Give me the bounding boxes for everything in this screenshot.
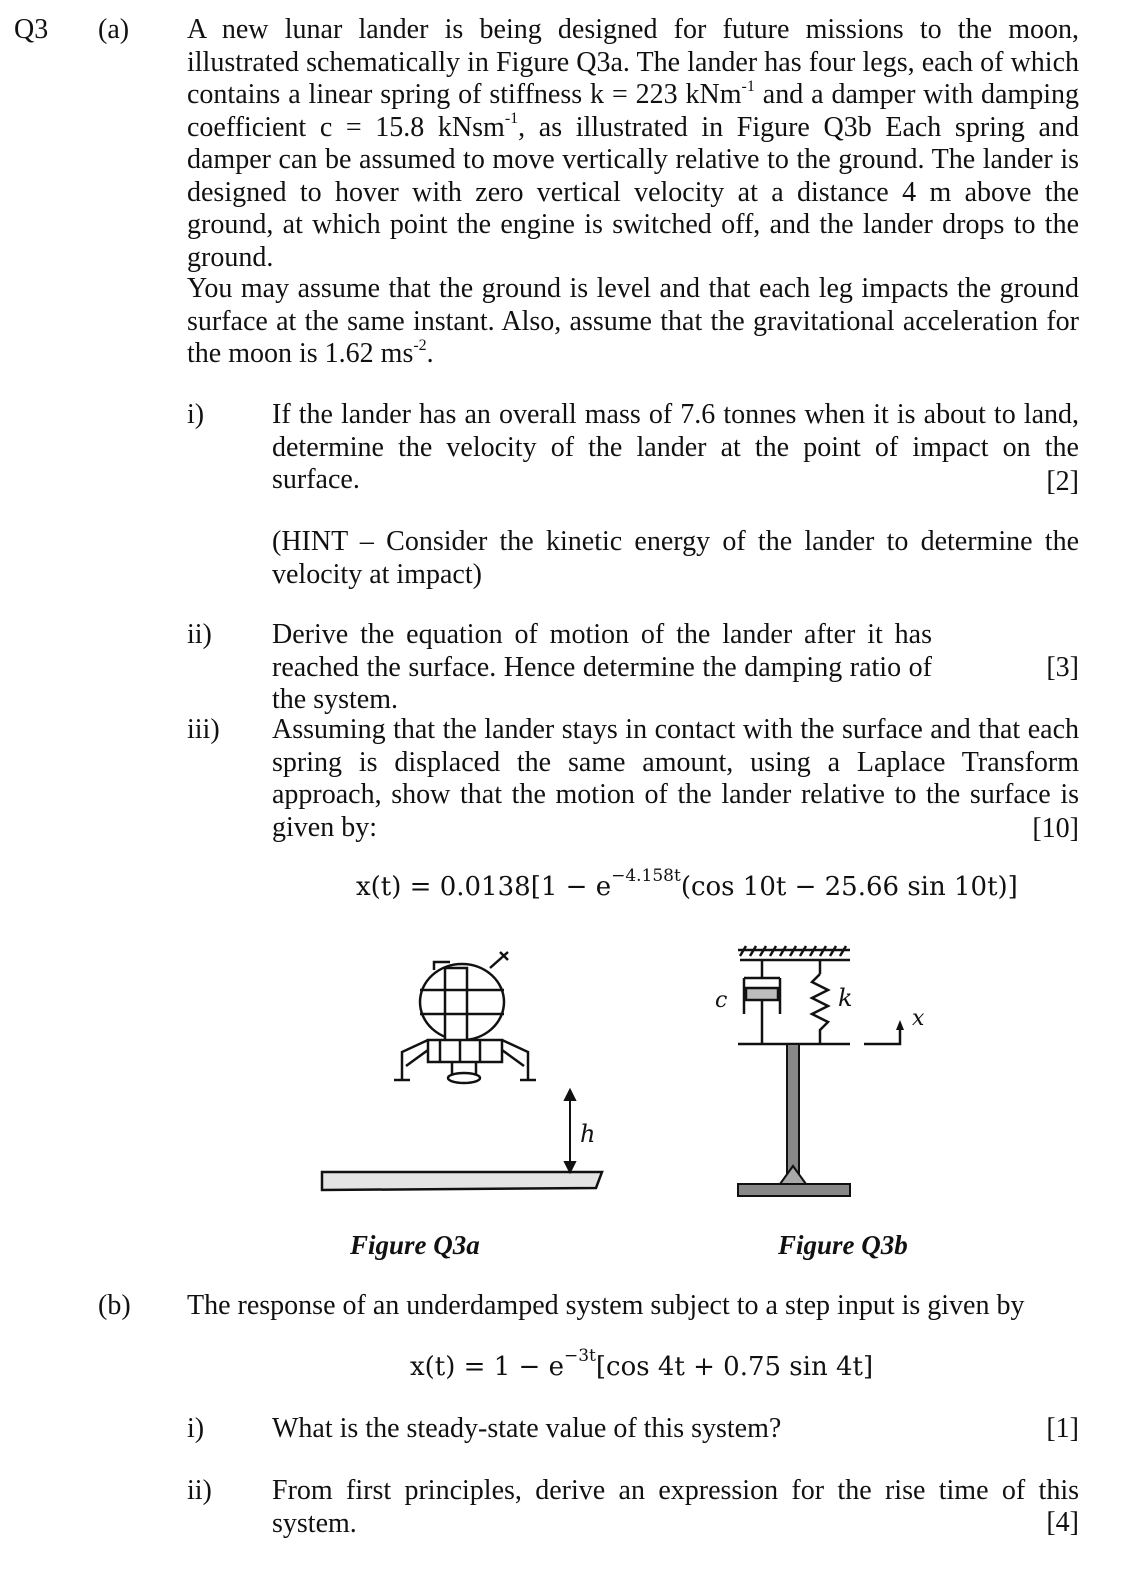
item-a-ii-marks: [3] — [1046, 652, 1079, 683]
item-a-iii-label: iii) — [187, 714, 220, 745]
question-number: Q3 — [14, 14, 49, 45]
assumption-text: You may assume that the ground is level and that each leg impacts the ground surface at the same instant. Also, assume that the gravitational acceleration for the moon is 1.62 ms — [187, 273, 1079, 369]
item-a-ii-label: ii) — [187, 619, 212, 650]
foot-pad — [738, 1184, 850, 1196]
intro-text-3: , as illustrated in Figure Q3b Each spring and damper can be assumed to move vertically relative to the ground. The lander is designed to hover with zero vertical velocity at a distance 4 m above the ground, at which point the engine is switched off, and the lander drops to the ground. — [187, 111, 1079, 273]
equation-b-exponent: −3t — [563, 1346, 596, 1367]
height-arrow — [565, 1090, 575, 1172]
superscript: -1 — [741, 77, 755, 95]
intro-text-1: A new lunar lander is being designed for future missions to the moon, illustrated schematically in Figure Q3a. The lander has four legs, each of which contains a linear spring of stiffness k = 223 kNm — [187, 14, 1079, 110]
lander-leg — [787, 1044, 799, 1184]
equation-b-rhs: [cos 4t + 0.75 sin 4t] — [595, 1352, 874, 1382]
equation-b-lhs: x(t) = 1 − e — [410, 1352, 564, 1382]
h-label: h — [580, 1120, 596, 1148]
spring-damper-drawing — [738, 946, 900, 1044]
item-b-ii-marks: [4] — [1046, 1507, 1079, 1538]
item-a-i-text: If the lander has an overall mass of 7.6 tonnes when it is about to land, determine the velocity of the lander at the point of impact on the surface. — [272, 399, 1079, 495]
x-label: x — [912, 1006, 925, 1031]
item-a-i-label: i) — [187, 399, 205, 430]
superscript: -2 — [413, 336, 427, 354]
item-b-i-label: i) — [187, 1413, 205, 1444]
lander-drawing — [394, 952, 536, 1083]
k-label: k — [838, 984, 853, 1012]
item-a-iii-text: Assuming that the lander stays in contact with the surface and that each spring is displaced the same amount, using a Laplace Transform approach, show that the motion of the lander relative to the surface is given by: — [272, 714, 1079, 843]
part-a-intro — [187, 14, 1079, 274]
ground-surface — [322, 1172, 602, 1190]
item-b-ii-text: From first principles, derive an expression for the rise time of this system. — [272, 1475, 1079, 1539]
item-a-i-marks: [2] — [1046, 466, 1079, 497]
figure-q3b — [720, 940, 940, 1200]
assumption-end: . — [426, 338, 434, 369]
part-b-label: (b) — [98, 1290, 131, 1321]
item-a-ii-text: Derive the equation of motion of the lander after it has reached the surface. Hence determine the damping ratio of the system. — [272, 619, 932, 715]
figure-q3a-caption: Figure Q3a — [350, 1230, 480, 1260]
hint-text: (HINT – Consider the kinetic energy of the lander to determine the velocity at impact) — [272, 526, 1079, 590]
intro-text-2: and a damper with damping coefficient c = 15.8 kNsm — [187, 79, 1079, 143]
part-a-assumptions — [187, 273, 1079, 371]
item-b-ii-label: ii) — [187, 1475, 212, 1506]
item-b-i-marks: [1] — [1046, 1413, 1079, 1444]
superscript: -1 — [504, 110, 519, 128]
figure-q3a — [310, 940, 610, 1200]
c-label: c — [715, 988, 728, 1013]
part-b-intro: The response of an underdamped system subject to a step input is given by — [187, 1290, 1025, 1321]
equation-a-rhs: (cos 10t − 25.66 sin 10t)] — [680, 872, 1018, 902]
item-a-iii-marks: [10] — [1032, 813, 1079, 844]
equation-a — [356, 866, 1018, 902]
equation-b — [410, 1346, 874, 1382]
figure-q3b-caption: Figure Q3b — [778, 1230, 908, 1260]
equation-a-lhs: x(t) = 0.0138[1 − e — [356, 872, 612, 902]
equation-a-exponent: −4.158t — [611, 866, 681, 887]
part-a-label: (a) — [98, 14, 130, 45]
item-b-i-text: What is the steady-state value of this system? — [272, 1413, 782, 1444]
